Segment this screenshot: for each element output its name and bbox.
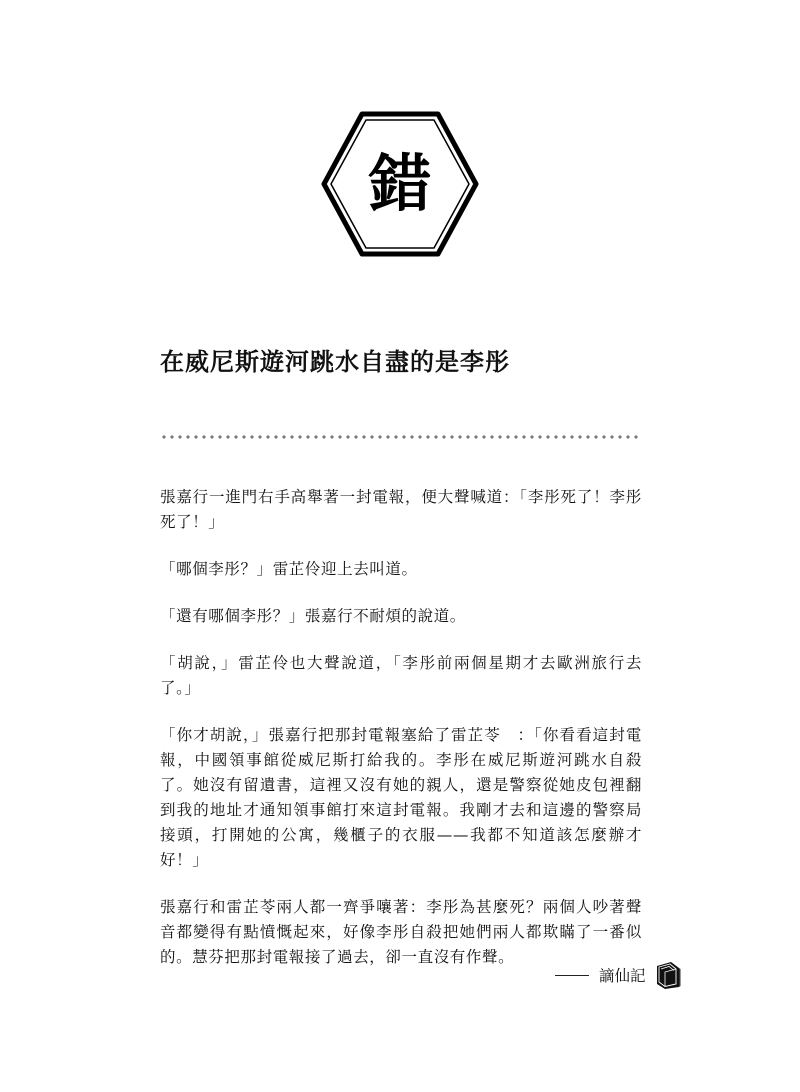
paragraph: 張嘉行一進門右手高舉著一封電報，便大聲喊道：「李彤死了！李彤死了！」	[160, 488, 642, 531]
paragraph: 「胡說，」雷芷伶也大聲說道，「李彤前兩個星期才去歐洲旅行去了。」	[160, 654, 642, 697]
paragraph: 張嘉行和雷芷苓兩人都一齊爭嚷著：李彤為甚麼死？兩個人吵著聲音都變得有點憤慨起來，好像李彤自殺把她們兩人都欺瞞了一番似的。慧芬把那封電報接了過去，卻一直沒有作聲。	[160, 898, 642, 966]
paragraph: 「你才胡說，」張嘉行把那封電報塞給了雷芷苓 ：「你看看這封電報，中國領事館從威尼斯打給我的。李彤在威尼斯遊河跳水自殺了。她沒有留遺書，這裡又沒有她的親人，還是警察從她皮包裡翻到我的地址才通知領事館打來這封電報。我剛才去和這邊的警察局接頭，打開她的公寓，幾櫃子的衣服——我都不知道該怎麼辦才好！」	[160, 726, 642, 869]
body-text	[160, 485, 642, 992]
book-icon	[654, 960, 682, 990]
em-dash-rule	[555, 975, 589, 976]
footer-signature	[555, 960, 682, 990]
dotted-divider	[160, 434, 642, 440]
chapter-title: 在威尼斯遊河跳水自盡的是李彤	[160, 347, 510, 376]
emblem-character: 錯	[368, 147, 431, 220]
chapter-emblem	[320, 110, 480, 258]
paragraph: 「還有哪個李彤？」張嘉行不耐煩的說道。	[160, 607, 466, 625]
paragraph: 「哪個李彤？」雷芷伶迎上去叫道。	[160, 560, 418, 578]
signature-text: 謫仙記	[599, 967, 646, 985]
